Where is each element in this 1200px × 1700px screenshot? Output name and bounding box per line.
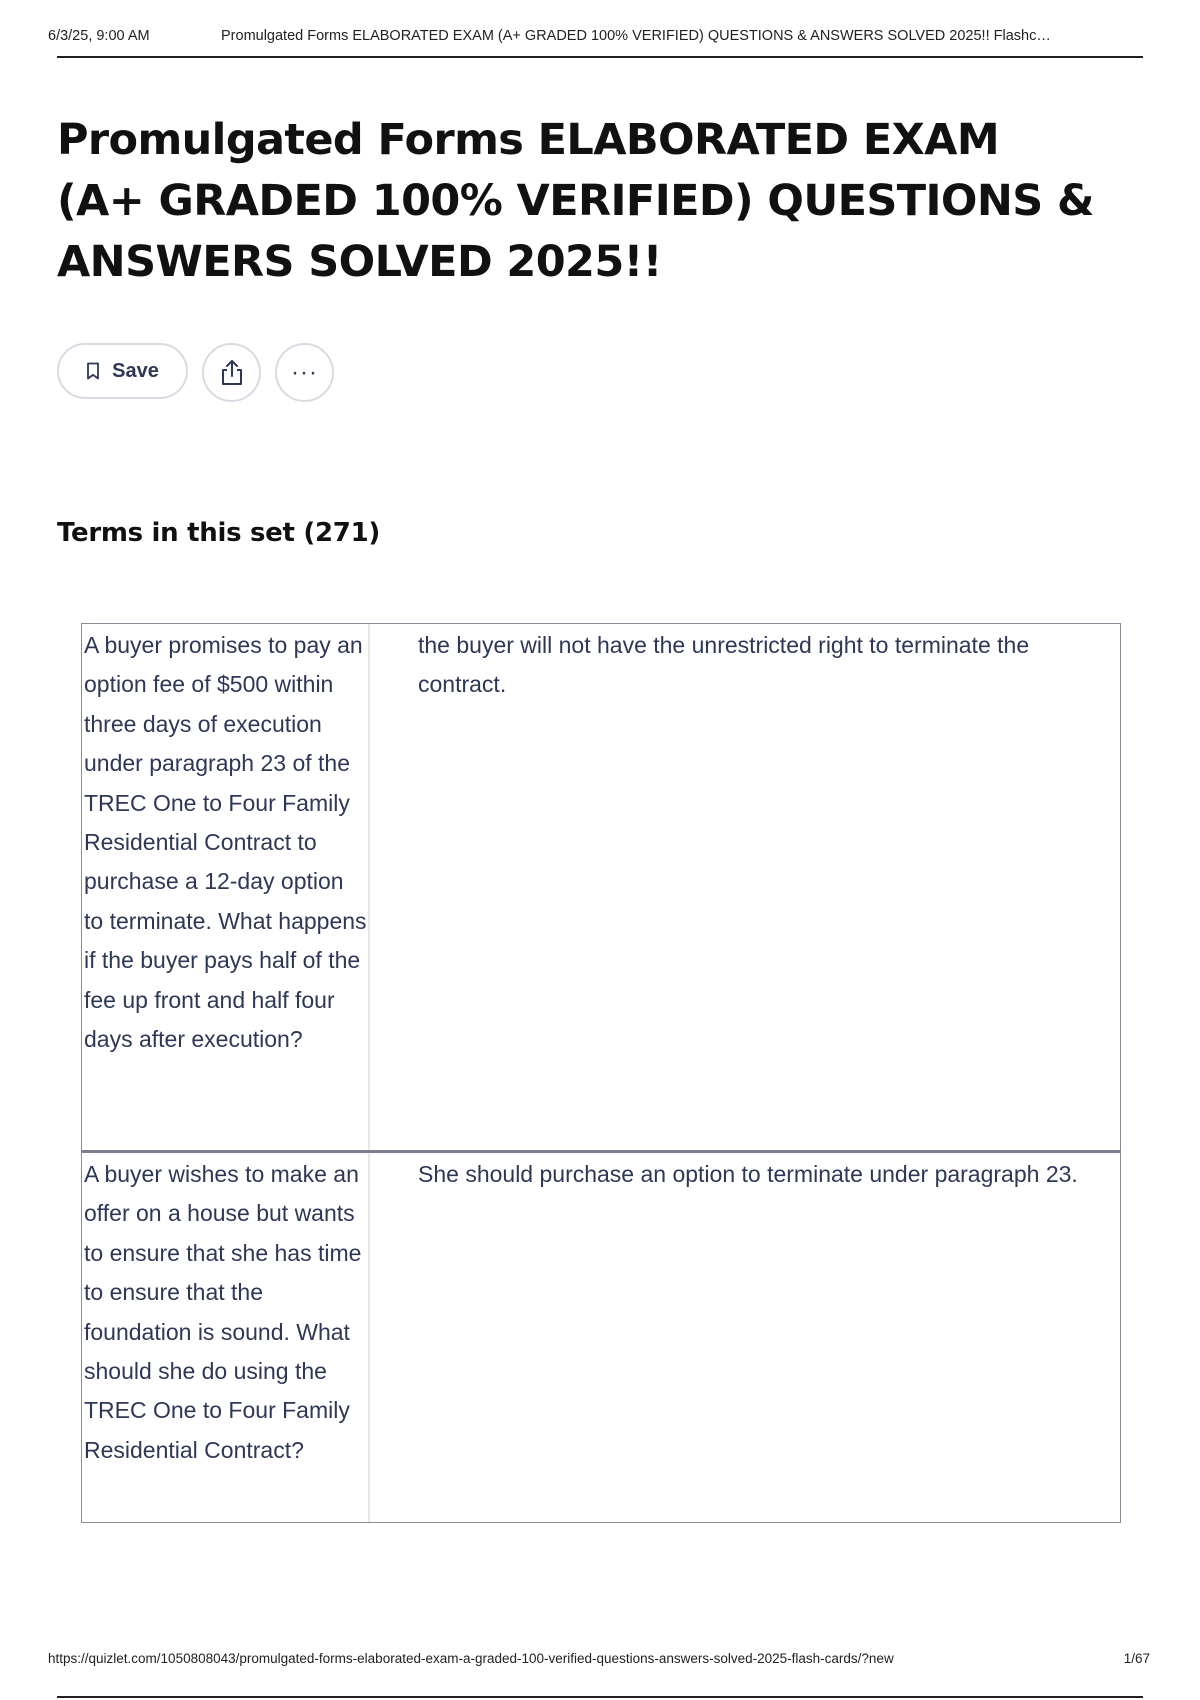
print-date: 6/3/25, 9:00 AM bbox=[48, 28, 150, 44]
page-number: 1/67 bbox=[1123, 1651, 1150, 1666]
definition-text: the buyer will not have the unrestricted right to terminate the contract. bbox=[418, 632, 1030, 698]
bookmark-icon bbox=[86, 362, 100, 380]
save-button-label: Save bbox=[112, 359, 159, 382]
term-card[interactable] bbox=[81, 1150, 1121, 1523]
share-icon bbox=[219, 359, 245, 387]
header-divider bbox=[57, 56, 1143, 58]
terms-list bbox=[81, 623, 1121, 1523]
more-icon: ··· bbox=[291, 358, 318, 386]
definition-text: She should purchase an option to terminate under paragraph 23. bbox=[418, 1161, 1078, 1187]
print-doc-title: Promulgated Forms ELABORATED EXAM (A+ GRADED 100% VERIFIED) QUESTIONS & ANSWERS SOLVED 2025!! Flashc… bbox=[221, 28, 1051, 44]
save-button[interactable] bbox=[57, 343, 188, 399]
share-button[interactable] bbox=[202, 343, 261, 402]
term-text: A buyer promises to pay an option fee of $500 within three days of execution under paragraph 23 of the TREC One to Four Family Residential Contract to purchase a 12-day option to terminate. What happens if the buyer pays half of the fee up front and half four days after execution? bbox=[82, 624, 370, 1150]
print-url: https://quizlet.com/1050808043/promulgated-forms-elaborated-exam-a-graded-100-verified-questions-answers-solved-2025-flash-cards/?new bbox=[48, 1651, 894, 1666]
more-options-button[interactable] bbox=[275, 343, 334, 402]
term-text: A buyer wishes to make an offer on a house but wants to ensure that she has time to ensure that the foundation is sound. What should she do using the TREC One to Four Family Residential Contract? bbox=[82, 1153, 370, 1522]
page-title: Promulgated Forms ELABORATED EXAM (A+ GRADED 100% VERIFIED) QUESTIONS & ANSWERS SOLVED 2025!! bbox=[57, 115, 1094, 287]
terms-heading: Terms in this set (271) bbox=[57, 518, 380, 548]
footer-divider bbox=[57, 1696, 1143, 1698]
term-card[interactable] bbox=[81, 623, 1121, 1151]
